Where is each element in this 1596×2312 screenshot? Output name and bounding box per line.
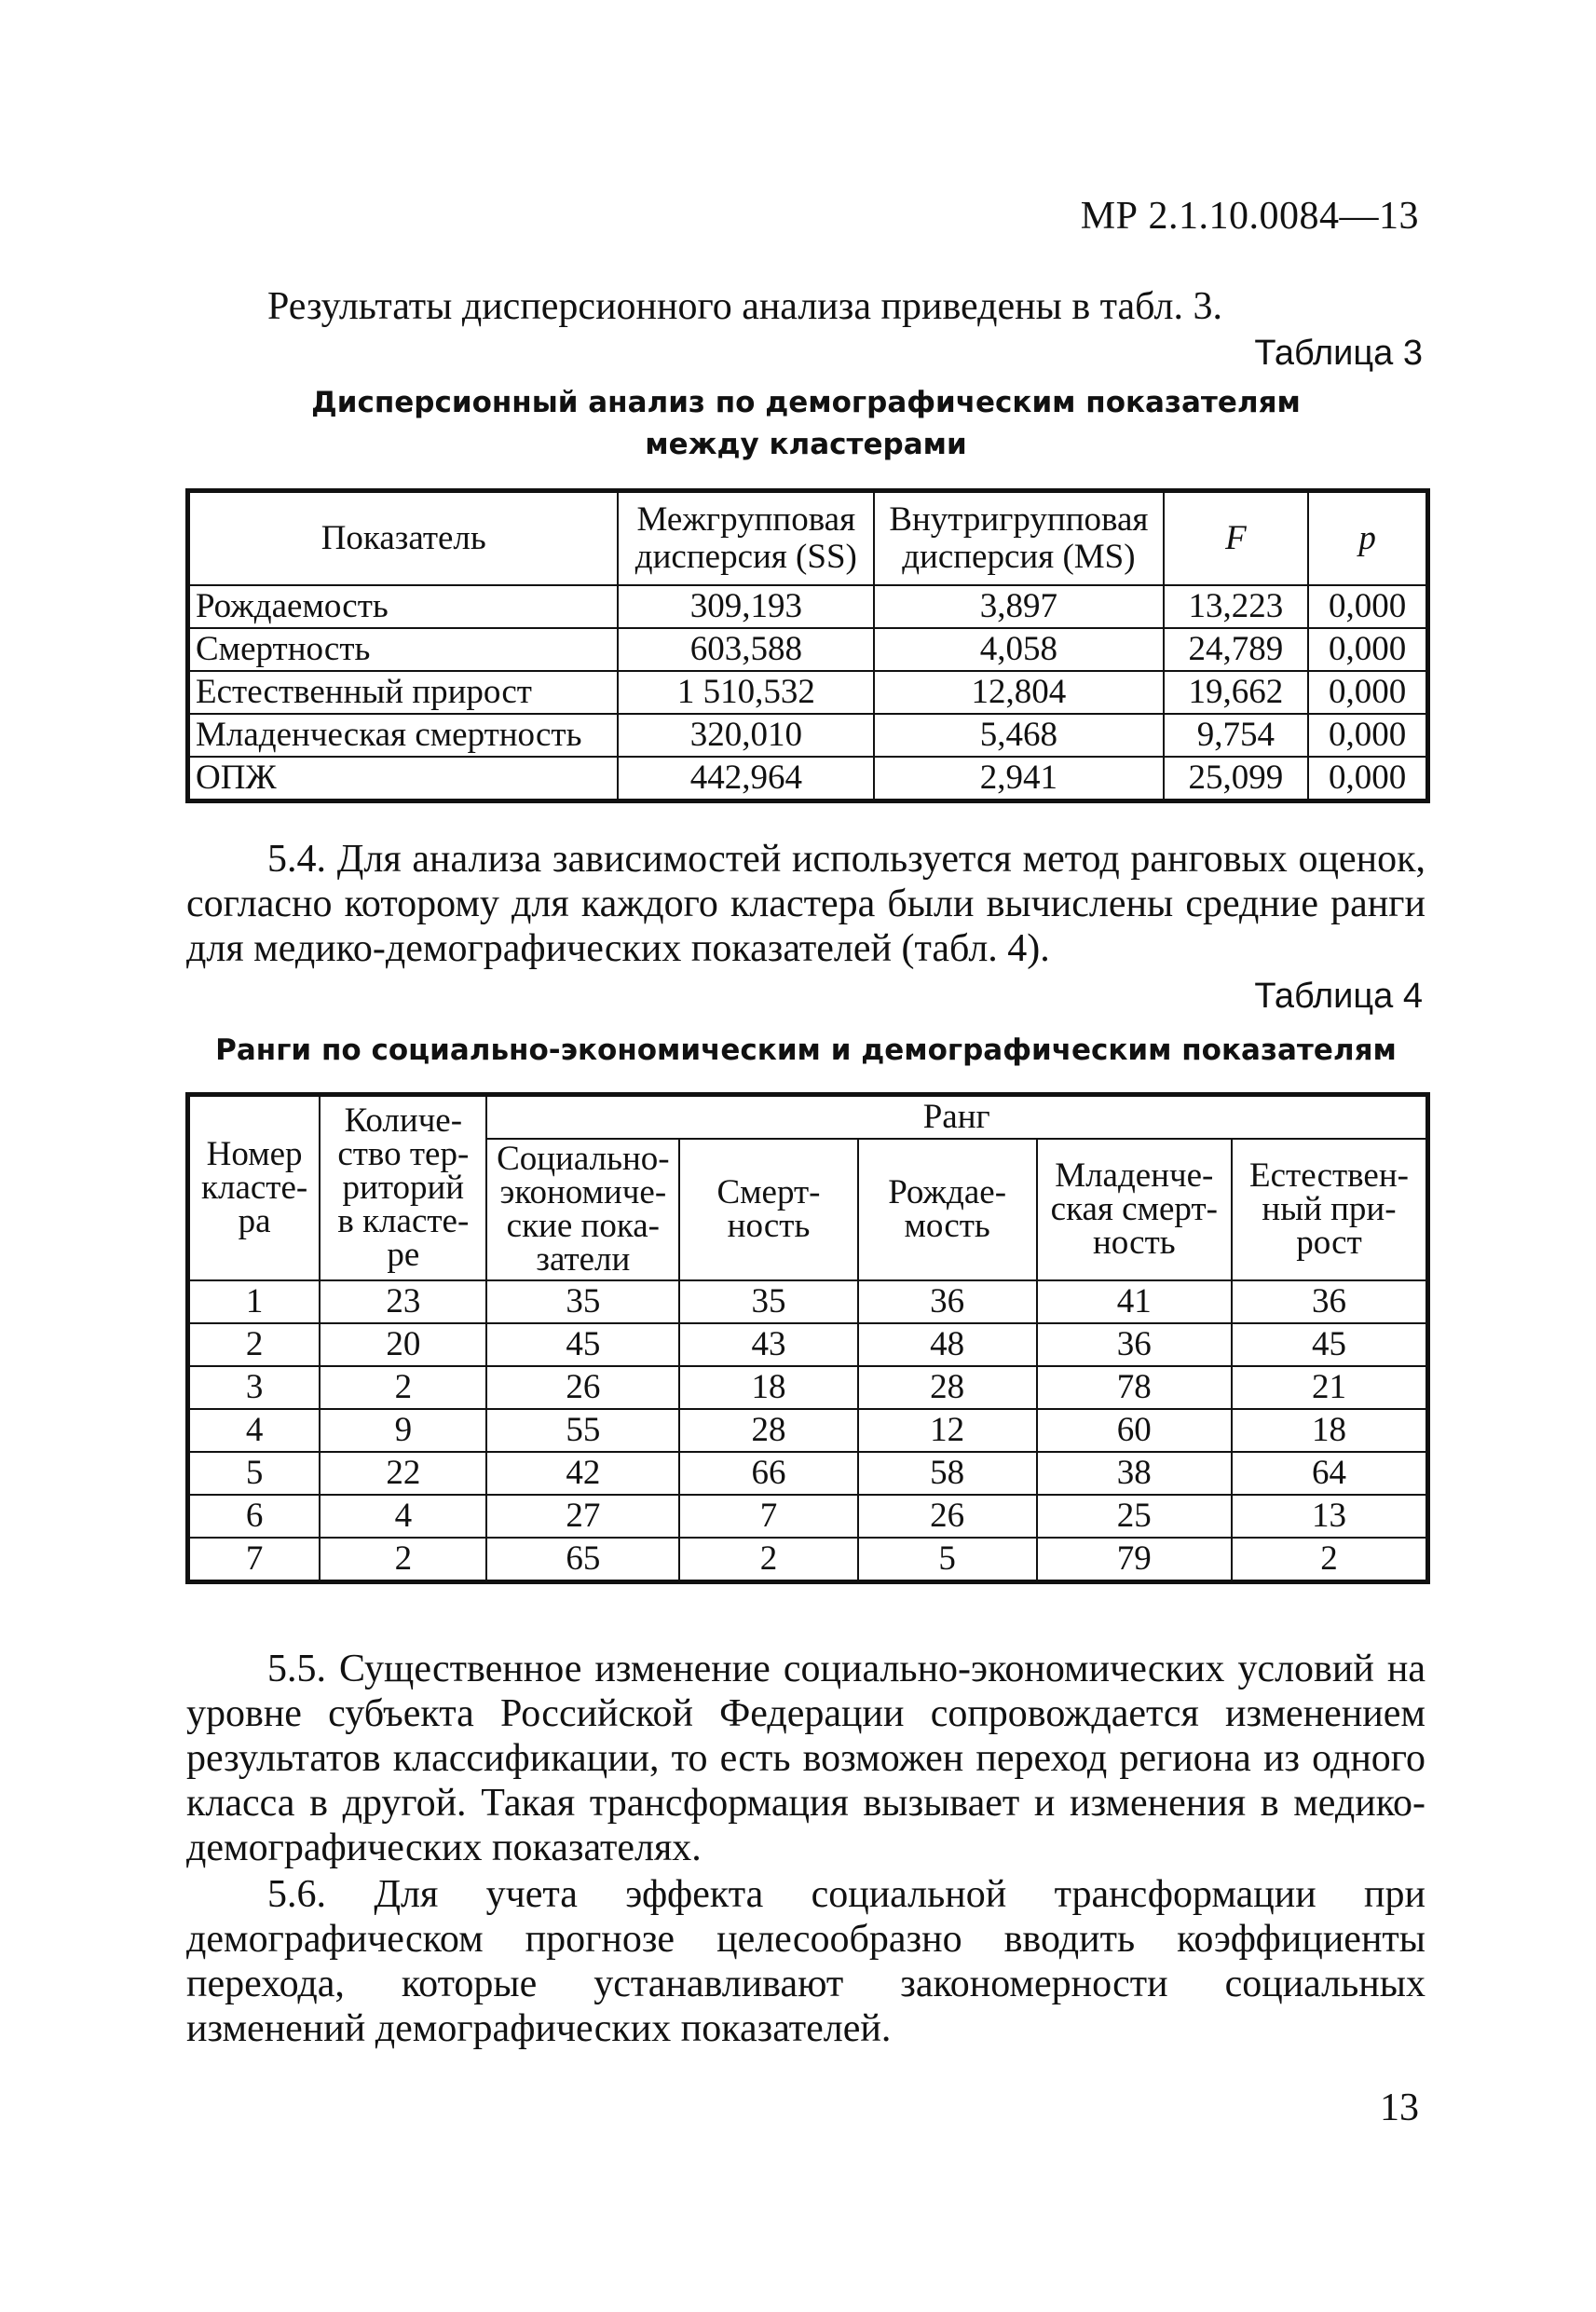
- table4-cell-birth: 12: [858, 1409, 1037, 1452]
- table4-cell-mortality: 66: [679, 1452, 857, 1495]
- table-row: [188, 1538, 1428, 1582]
- table4-cell-birth: 48: [858, 1323, 1037, 1366]
- table3-header-ss: [618, 491, 874, 586]
- table4-cell-infant: 41: [1037, 1280, 1232, 1323]
- table4-header-row-1: [188, 1095, 1428, 1140]
- table4-cell-mortality: 35: [679, 1280, 857, 1323]
- table4-header-rank: Ранг: [486, 1095, 1427, 1140]
- header-line: ра: [238, 1202, 271, 1240]
- header-line: затели: [536, 1240, 631, 1279]
- table-row: [188, 671, 1428, 714]
- table4-cell-socio: 35: [486, 1280, 679, 1323]
- header-line: Естествен-: [1249, 1156, 1409, 1195]
- table4-cell-mortality: 28: [679, 1409, 857, 1452]
- table4-cell-infant: 60: [1037, 1409, 1232, 1452]
- table4-cell-birth: 28: [858, 1366, 1037, 1409]
- header-line: ре: [387, 1236, 420, 1274]
- table4-header-natural: [1232, 1139, 1428, 1280]
- table4-cell-mortality: 43: [679, 1323, 857, 1366]
- paragraph-5-6-text: 5.6. Для учета эффекта социальной трансформации при демографическом прогнозе целесообразно вводить коэффициенты перехода, которые устанавливают закономерности социальных изменений демографических показателей.: [186, 1873, 1425, 2050]
- table3-cell-p: 0,000: [1308, 714, 1427, 757]
- table4-cell-mortality: 18: [679, 1366, 857, 1409]
- table3-cell-f: 13,223: [1164, 585, 1309, 628]
- paragraph-5-5-text: 5.5. Существенное изменение социально-экономических условий на уровне субъекта Российской Федерации сопровождается изменением результатов классификации, то есть возможен переход региона из одного класса в другой. Такая трансформация вызывает и изменения в медико-демографических показателях.: [186, 1648, 1425, 1869]
- table4-cell-socio: 65: [486, 1538, 679, 1582]
- table3-title: [186, 382, 1425, 466]
- table4-cell-infant: 78: [1037, 1366, 1232, 1409]
- table4-cell-infant: 25: [1037, 1495, 1232, 1538]
- header-line: ность: [727, 1207, 811, 1245]
- table4-cell-count: 22: [320, 1452, 486, 1495]
- table4-header-count: [320, 1095, 486, 1281]
- table-row: [188, 1323, 1428, 1366]
- table3-header-p: p: [1308, 491, 1427, 586]
- table3-cell-name: Младенческая смертность: [188, 714, 619, 757]
- table3-cell-ms: 3,897: [874, 585, 1163, 628]
- table4-cell-cluster: 7: [188, 1538, 321, 1582]
- table4-cell-birth: 58: [858, 1452, 1037, 1495]
- header-line: ный при-: [1262, 1190, 1397, 1228]
- table3-header-ms-line2: дисперсия (MS): [902, 538, 1136, 576]
- table3-header-ss-line2: дисперсия (SS): [634, 538, 857, 576]
- table4-cell-birth: 5: [858, 1538, 1037, 1582]
- table4-header-socio: [486, 1139, 679, 1280]
- paragraph-5-5: [186, 1647, 1425, 1870]
- table4-cell-cluster: 2: [188, 1323, 321, 1366]
- header-line: Младенче-: [1055, 1156, 1214, 1195]
- table4-cell-count: 9: [320, 1409, 486, 1452]
- table-row: [188, 1366, 1428, 1409]
- table-row: [188, 585, 1428, 628]
- header-line: экономиче-: [499, 1173, 667, 1211]
- table3-cell-ms: 5,468: [874, 714, 1163, 757]
- table4-cell-mortality: 7: [679, 1495, 857, 1538]
- table4-cell-count: 23: [320, 1280, 486, 1323]
- header-line: рост: [1296, 1224, 1362, 1262]
- page-number: 13: [1380, 2086, 1419, 2129]
- table4-cell-natural: 64: [1232, 1452, 1428, 1495]
- table4-cell-natural: 36: [1232, 1280, 1428, 1323]
- table4-header-birth: [858, 1139, 1037, 1280]
- table4-cell-natural: 13: [1232, 1495, 1428, 1538]
- table4-header-cluster: [188, 1095, 321, 1281]
- header-line: ская смерт-: [1050, 1190, 1218, 1228]
- table3-header-ss-line1: Межгрупповая: [636, 500, 856, 539]
- header-line: мость: [904, 1207, 990, 1245]
- table4-cell-cluster: 4: [188, 1409, 321, 1452]
- table4-label: Таблица 4: [1254, 977, 1423, 1016]
- table3-label: Таблица 3: [1254, 334, 1423, 373]
- table3-cell-ms: 12,804: [874, 671, 1163, 714]
- table4-title: Ранги по социально-экономическим и демографическим показателям: [215, 1033, 1397, 1067]
- table4-cell-natural: 18: [1232, 1409, 1428, 1452]
- table4-cell-mortality: 2: [679, 1538, 857, 1582]
- table3-cell-f: 19,662: [1164, 671, 1309, 714]
- table3-cell-ms: 4,058: [874, 628, 1163, 671]
- table-row: [188, 757, 1428, 801]
- table4-cell-count: 20: [320, 1323, 486, 1366]
- table3: [185, 488, 1430, 803]
- header-line: класте-: [201, 1169, 308, 1207]
- table-row: [188, 1280, 1428, 1323]
- table3-cell-ss: 1 510,532: [618, 671, 874, 714]
- header-line: ность: [1092, 1224, 1176, 1262]
- table3-cell-name: Естественный прирост: [188, 671, 619, 714]
- table3-cell-p: 0,000: [1308, 585, 1427, 628]
- table-row: [188, 1452, 1428, 1495]
- table4-cell-infant: 79: [1037, 1538, 1232, 1582]
- header-line: ские пока-: [506, 1207, 660, 1245]
- table3-header-row: [188, 491, 1428, 586]
- table4-cell-cluster: 5: [188, 1452, 321, 1495]
- table4-cell-cluster: 6: [188, 1495, 321, 1538]
- header-line: Количе-: [344, 1101, 463, 1140]
- table3-cell-f: 9,754: [1164, 714, 1309, 757]
- header-line: Рождае-: [888, 1173, 1007, 1211]
- intro-text: Результаты дисперсионного анализа приведены в табл. 3.: [267, 285, 1222, 328]
- header-line: в класте-: [337, 1202, 470, 1240]
- table4-cell-count: 2: [320, 1538, 486, 1582]
- header-line: Социально-: [497, 1140, 670, 1178]
- table3-cell-ss: 603,588: [618, 628, 874, 671]
- table4-cell-birth: 36: [858, 1280, 1037, 1323]
- table4-cell-infant: 38: [1037, 1452, 1232, 1495]
- header-line: риторий: [342, 1169, 465, 1207]
- table-row: [188, 714, 1428, 757]
- table4: [185, 1092, 1430, 1584]
- table3-cell-ss: 442,964: [618, 757, 874, 801]
- table3-title-line2: между кластерами: [645, 428, 967, 461]
- table4-cell-socio: 42: [486, 1452, 679, 1495]
- table3-cell-p: 0,000: [1308, 671, 1427, 714]
- table3-cell-ms: 2,941: [874, 757, 1163, 801]
- table4-cell-count: 4: [320, 1495, 486, 1538]
- table3-cell-ss: 309,193: [618, 585, 874, 628]
- table3-header-indicator: Показатель: [188, 491, 619, 586]
- table3-cell-f: 24,789: [1164, 628, 1309, 671]
- table3-title-line1: Дисперсионный анализ по демографическим показателям: [311, 386, 1301, 419]
- table4-cell-natural: 2: [1232, 1538, 1428, 1582]
- table4-cell-count: 2: [320, 1366, 486, 1409]
- table3-cell-p: 0,000: [1308, 757, 1427, 801]
- header-line: ство тер-: [337, 1135, 470, 1173]
- paragraph-5-4: [186, 837, 1425, 971]
- table3-cell-p: 0,000: [1308, 628, 1427, 671]
- table-row: [188, 1409, 1428, 1452]
- table4-header-infant: [1037, 1139, 1232, 1280]
- table-row: [188, 1495, 1428, 1538]
- header-line: Смерт-: [716, 1173, 821, 1211]
- table3-cell-f: 25,099: [1164, 757, 1309, 801]
- table4-cell-cluster: 3: [188, 1366, 321, 1409]
- table4-cell-socio: 55: [486, 1409, 679, 1452]
- table4-cell-birth: 26: [858, 1495, 1037, 1538]
- table3-header-ms-line1: Внутригрупповая: [889, 500, 1149, 539]
- table-row: [188, 628, 1428, 671]
- document-code: МР 2.1.10.0084—13: [1080, 195, 1419, 238]
- table3-cell-name: ОПЖ: [188, 757, 619, 801]
- table4-cell-cluster: 1: [188, 1280, 321, 1323]
- table3-header-f: F: [1164, 491, 1309, 586]
- table3-cell-name: Смертность: [188, 628, 619, 671]
- table4-cell-socio: 26: [486, 1366, 679, 1409]
- table4-cell-natural: 21: [1232, 1366, 1428, 1409]
- table4-cell-natural: 45: [1232, 1323, 1428, 1366]
- header-line: Номер: [206, 1135, 303, 1173]
- table3-header-ms: [874, 491, 1163, 586]
- paragraph-5-6: [186, 1872, 1425, 2051]
- table4-header-mortality: [679, 1139, 857, 1280]
- table4-cell-infant: 36: [1037, 1323, 1232, 1366]
- table4-cell-socio: 27: [486, 1495, 679, 1538]
- table3-cell-name: Рождаемость: [188, 585, 619, 628]
- table3-cell-ss: 320,010: [618, 714, 874, 757]
- paragraph-5-4-text: 5.4. Для анализа зависимостей используется метод ранговых оценок, согласно которому для каждого кластера были вычислены средние ранги для медико-демографических показателей (табл. 4).: [186, 838, 1425, 970]
- table4-cell-socio: 45: [486, 1323, 679, 1366]
